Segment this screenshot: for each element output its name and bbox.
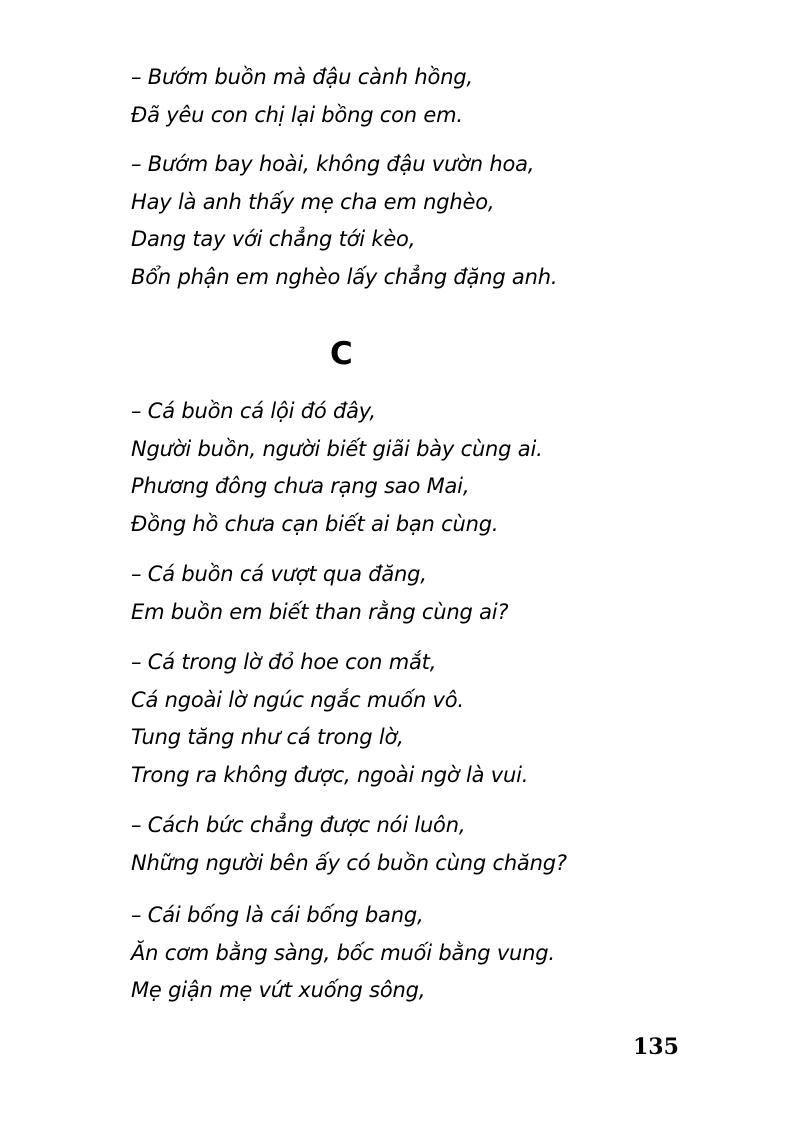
verse-line: – Bướm buồn mà đậu cành hồng, (131, 65, 473, 89)
stanza (131, 59, 473, 134)
verse-line: – Cá buồn cá lội đó đây, (131, 399, 376, 423)
verse-line: – Bướm bay hoài, không đậu vườn hoa, (131, 152, 535, 176)
verse-line: Ăn cơm bằng sàng, bốc muối bằng vung. (131, 940, 555, 965)
stanza (131, 146, 557, 296)
verse-line: Đồng hồ chưa cạn biết ai bạn cùng. (131, 511, 499, 536)
stanza (131, 897, 555, 1010)
verse-line: – Cách bức chẳng được nói luôn, (131, 813, 466, 837)
stanza (131, 393, 543, 543)
verse-line: – Cá buồn cá vượt qua đăng, (131, 562, 427, 586)
verse-line: Đã yêu con chị lại bồng con em. (131, 102, 463, 127)
stanza (131, 556, 508, 631)
verse-line: – Cá trong lờ đỏ hoe con mắt, (131, 650, 437, 674)
verse-line: Hay là anh thấy mẹ cha em nghèo, (131, 189, 495, 214)
verse-line: Những người bên ấy có buồn cùng chăng? (131, 850, 567, 875)
verse-line: Người buồn, người biết giãi bày cùng ai. (131, 436, 543, 461)
section-heading: C (330, 336, 353, 372)
verse-line: Tung tăng như cá trong lờ, (131, 725, 404, 749)
verse-line: Mẹ giận mẹ vứt xuống sông, (131, 978, 426, 1002)
stanza (131, 644, 528, 794)
stanza (131, 807, 567, 882)
verse-line: Dang tay với chẳng tới kèo, (131, 227, 416, 251)
verse-line: Em buồn em biết than rằng cùng ai? (131, 599, 509, 624)
verse-line: Cá ngoài lờ ngúc ngắc muốn vô. (131, 687, 464, 712)
verse-line: Trong ra không được, ngoài ngờ là vui. (131, 762, 529, 787)
verse-line: – Cái bống là cái bống bang, (131, 903, 424, 927)
page-number: 135 (633, 1034, 679, 1060)
verse-line: Phương đông chưa rạng sao Mai, (131, 474, 470, 498)
verse-line: Bổn phận em nghèo lấy chẳng đặng anh. (131, 264, 558, 289)
